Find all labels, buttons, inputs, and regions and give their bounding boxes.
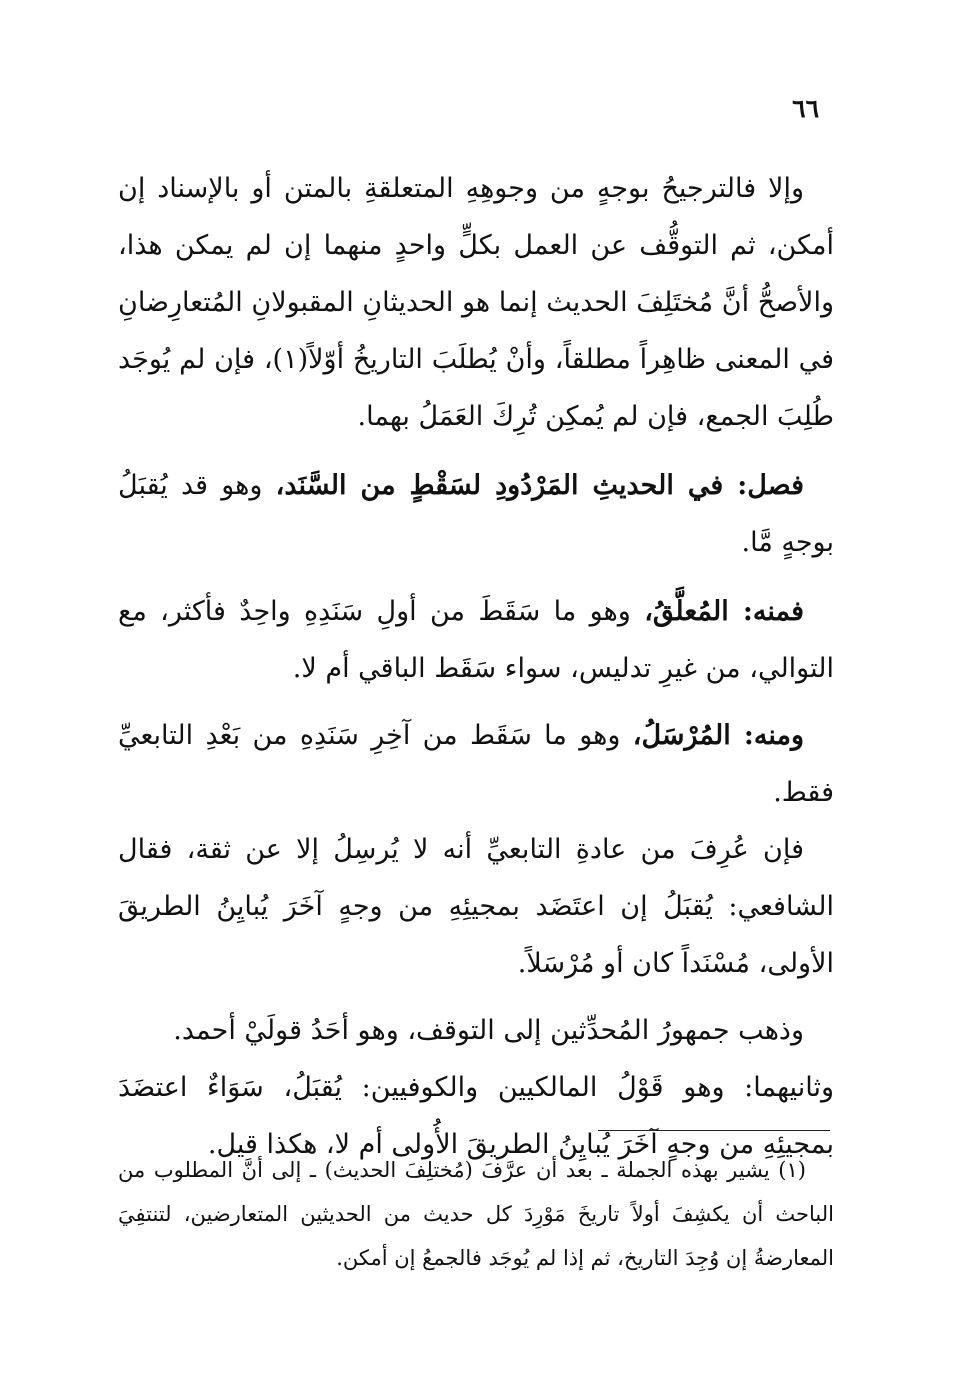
paragraph-mursal	[118, 707, 834, 821]
paragraph-1-text: وإلا فالترجيحُ بوجهٍ من وجوهِهِ المتعلقةِ بالمتن أو بالإسناد إن أمكن، ثم التوقُّف عن العمل بكلٍّ واحدٍ منهما إن لم يمكن هذا، والأصحُّ أنَّ مُختَلِفَ الحديث إنما هو الحديثانِ المقبولانِ المُتعارِضانِ في المعنى ظاهِراً مطلقاً، وأنْ يُطلَبَ التاريخُ أوّلاً(١)، فإن لم يُوجَد طُلِبَ الجمع، فإن لم يُمكِن تُرِكَ العَمَلُ بهما.	[118, 173, 835, 432]
footnote-1-text: (١) يشير بهذه الجملة ـ بعد أن عرَّفَ (مُختلِفَ الحديث) ـ إلى أنَّ المطلوب من الباحث أن يكشِفَ أولاً تاريخَ مَوْرِدَ كل حديث من الحديثين المتعارضين، لتنتفِيَ المعارضةُ إن وُجِدَ التاريخ، ثم إذا لم يُوجَد فالجمعُ إن أمكن.	[118, 1158, 834, 1270]
page-number: ٦٦	[792, 94, 819, 123]
main-text	[118, 160, 834, 1173]
section-heading-text: وهو قد يُقبَلُ بوجهٍ مَّا.	[118, 470, 834, 558]
jumhur-text: وذهب جمهورُ المُحدِّثين إلى التوقف، وهو أحَدُ قولَيْ أحمد.	[173, 1015, 804, 1046]
muallaq-text: وهو ما سَقَطَ من أولِ سَنَدِهِ واحِدٌ فأكثر، مع التوالي، من غيرِ تدليس، سواء سَقَط الباقي أم لا.	[118, 596, 834, 684]
paragraph-section-heading	[118, 457, 834, 571]
muallaq-term: المُعلَّقُ،	[644, 596, 729, 627]
mursal-term: المُرْسَلُ،	[632, 720, 731, 751]
mursal-text: وهو ما سَقَط من آخِرِ سَنَدِهِ من بَعْدِ التابعيِّ فقط.	[118, 720, 834, 808]
thaniyhuma-text: وثانيهما: وهو قَوْلُ المالكيين والكوفيين: يُقبَلُ، سَوَاءٌ اعتضَدَ بمجيئِهِ من وجهٍ آخَرَ يُبايِنُ الطريقَ الأُولى أم لا، هكذا قيل.	[118, 1072, 834, 1160]
paragraph-1	[118, 160, 834, 445]
mursal-lead-plain: ومنه:	[730, 720, 804, 751]
muallaq-lead-plain: فمنه:	[728, 596, 805, 627]
paragraph-muallaq	[118, 583, 834, 697]
footnote-separator	[598, 1130, 830, 1131]
footnote-1	[118, 1148, 834, 1280]
paragraph-shafii	[118, 821, 834, 992]
shafii-text: فإن عُرِفَ من عادةِ التابعيِّ أنه لا يُرسِلُ إلا عن ثقة، فقال الشافعي: يُقبَلُ إن اعتَضَد بمجيئِهِ من وجهٍ آخَرَ يُبايِنُ الطريقَ الأولى، مُسْنَداً كان أو مُرْسَلاً.	[118, 834, 834, 979]
section-heading: فصل: في الحديثِ المَرْدُودِ لسَقْطٍ من السَّنَد،	[275, 470, 804, 501]
paragraph-jumhur	[118, 1002, 834, 1059]
footnotes	[118, 1148, 834, 1280]
